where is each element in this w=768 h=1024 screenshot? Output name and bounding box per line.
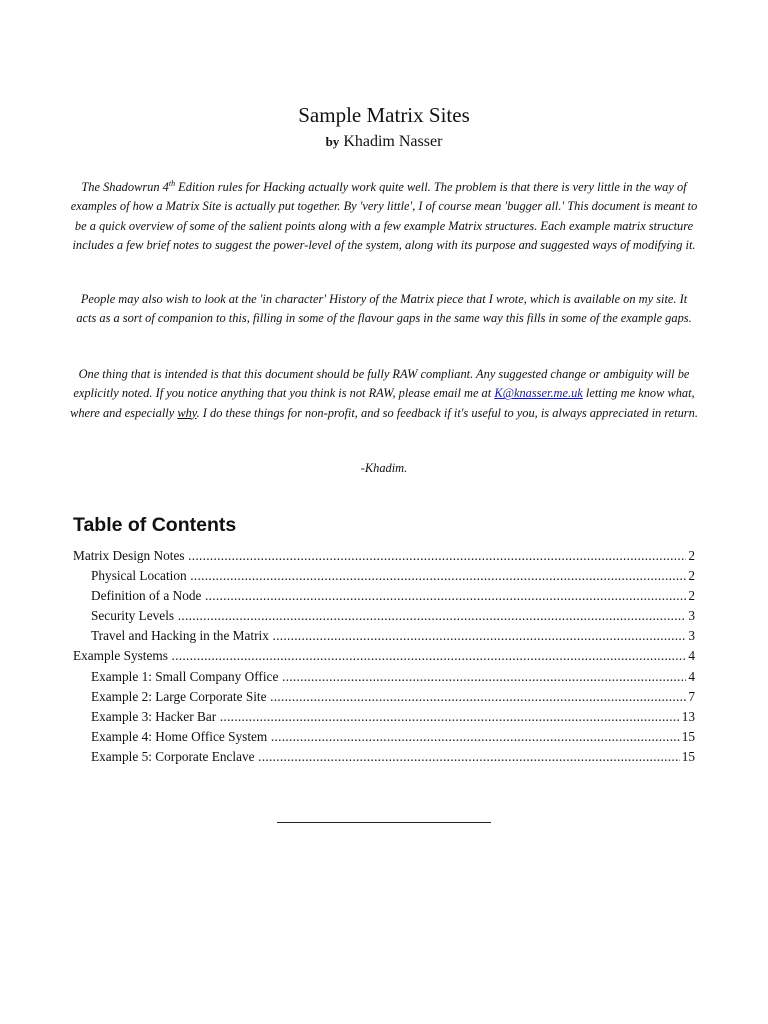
toc-entry-leader [91,566,695,586]
toc-entry-title: Example Systems [73,648,168,664]
table-of-contents [73,546,695,767]
toc-entry[interactable] [73,727,695,747]
toc-entry-page: 2 [686,546,695,566]
toc-heading: Table of Contents [73,514,237,536]
toc-entry[interactable] [73,747,695,767]
toc-entry-leader [73,646,695,666]
intro-p1-rest: Edition rules for Hacking actually work quite well. The problem is that there is very little in the way of examples of how a Matrix Site is actually put together. By 'very little', I of course mean 'bugger all.' This document is meant to be a quick overview of some of the salient points along with a few example Matrix structures. Each example matrix structure includes a few brief notes to suggest the power-level of the system, along with its purpose and suggested ways of modifying it. [70,180,698,252]
edition-superscript: th [168,178,176,188]
toc-entry-page: 4 [686,646,695,666]
signoff: -Khadim. [360,461,408,475]
toc-entry-title: Example 5: Corporate Enclave [91,748,255,764]
author-name: Khadim Nasser [343,133,443,150]
toc-entry-leader [91,727,695,747]
toc-entry-title: Example 4: Home Office System [91,728,268,744]
toc-entry-leader [91,626,695,646]
toc-entry[interactable] [73,707,695,727]
toc-entry-title: Definition of a Node [91,588,202,604]
horizontal-rule [277,822,491,823]
toc-entry-leader [91,606,695,626]
toc-entry[interactable] [73,586,695,606]
byline [0,132,768,152]
toc-entry-leader [91,747,695,767]
email-link[interactable]: K@knasser.me.uk [494,386,583,401]
intro-paragraph-3 [70,365,698,423]
toc-entry-title: Matrix Design Notes [73,548,185,563]
toc-entry[interactable] [73,667,695,687]
intro-paragraph-2: People may also wish to look at the 'in character' History of the Matrix piece that I wrote, which is available on my site. It acts as a sort of companion to this, filling in some of the flavour gaps in the same way this fills in some of the example gaps. [76,292,692,326]
intro-p3-middle: letting me know what, where and especially [70,386,695,420]
toc-entry-page: 2 [686,566,695,586]
toc-entry-title: Example 2: Large Corporate Site [91,688,267,704]
toc-entry-page: 2 [686,586,695,606]
toc-entry[interactable] [73,626,695,646]
intro-p3-start: One thing that is intended is that this document should be fully RAW compliant. Any suggested change or ambiguity will be explicitly noted. If you notice anything that you think is not RAW, please email me at [73,367,690,401]
toc-entry[interactable] [73,606,695,626]
intro-p1-start: The Shadowrun 4 [81,180,169,194]
toc-entry-leader [91,586,695,606]
toc-entry[interactable] [73,546,695,566]
toc-entry[interactable] [73,687,695,707]
toc-entry-title: Travel and Hacking in the Matrix [91,628,269,644]
toc-entry-page: 3 [686,606,695,626]
toc-entry-leader [91,687,695,707]
toc-entry-page: 4 [686,667,695,687]
toc-entry-title: Physical Location [91,568,187,584]
toc-entry-page: 13 [680,707,695,727]
toc-entry-page: 3 [686,626,695,646]
toc-entry-leader [91,707,695,727]
toc-entry[interactable] [73,646,695,666]
toc-entry-leader [91,667,695,687]
toc-entry-title: Example 1: Small Company Office [91,668,279,684]
intro-paragraph-1 [70,178,698,255]
intro-p3-end: . I do these things for non-profit, and so feedback if it's useful to you, is always appreciated in return. [196,405,698,420]
toc-entry-page: 15 [680,747,695,767]
document-title: Sample Matrix Sites [298,103,470,127]
emphasis-why: why [177,405,197,420]
toc-entry-title: Security Levels [91,608,175,624]
byline-prefix: by [325,134,340,149]
toc-entry-page: 15 [680,727,695,747]
toc-entry-page: 7 [686,687,695,707]
toc-entry[interactable] [73,566,695,586]
toc-entry-leader [73,546,695,566]
toc-entry-title: Example 3: Hacker Bar [91,708,217,724]
